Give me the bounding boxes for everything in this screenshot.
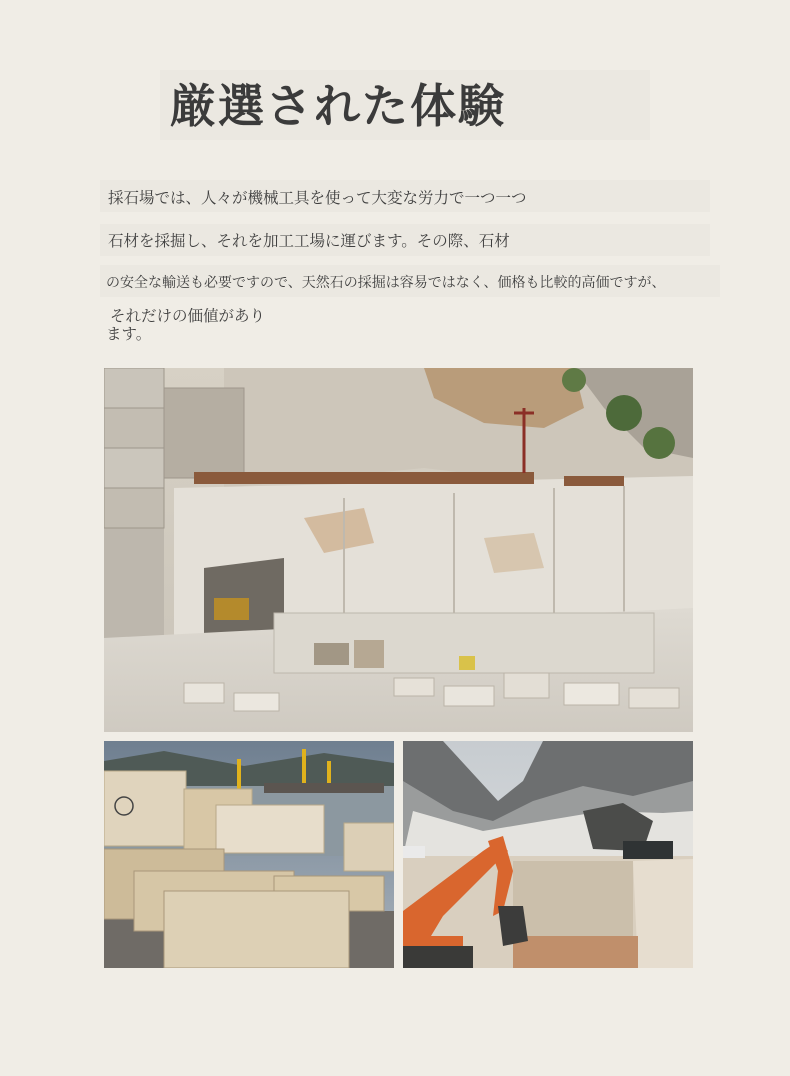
description-line-1: 採石場では、人々が機械工具を使って大変な労力で一つ一つ	[108, 189, 527, 207]
excavator-quarry-photo	[403, 741, 693, 968]
stone-blocks-harbor-photo	[104, 741, 394, 968]
description-line-3: の安全な輸送も必要ですので、天然石の採掘は容易ではなく、価格も比較的高価ですが、	[106, 275, 666, 291]
quarry-terraces-photo	[104, 368, 693, 732]
description-line-2: 石材を採掘し、それを加工工場に運びます。その際、石材	[108, 232, 510, 250]
description-line-5: ます。	[106, 325, 152, 343]
page-title: 厳選された体験	[170, 79, 506, 133]
description-line-4: それだけの価値があり	[110, 307, 266, 325]
